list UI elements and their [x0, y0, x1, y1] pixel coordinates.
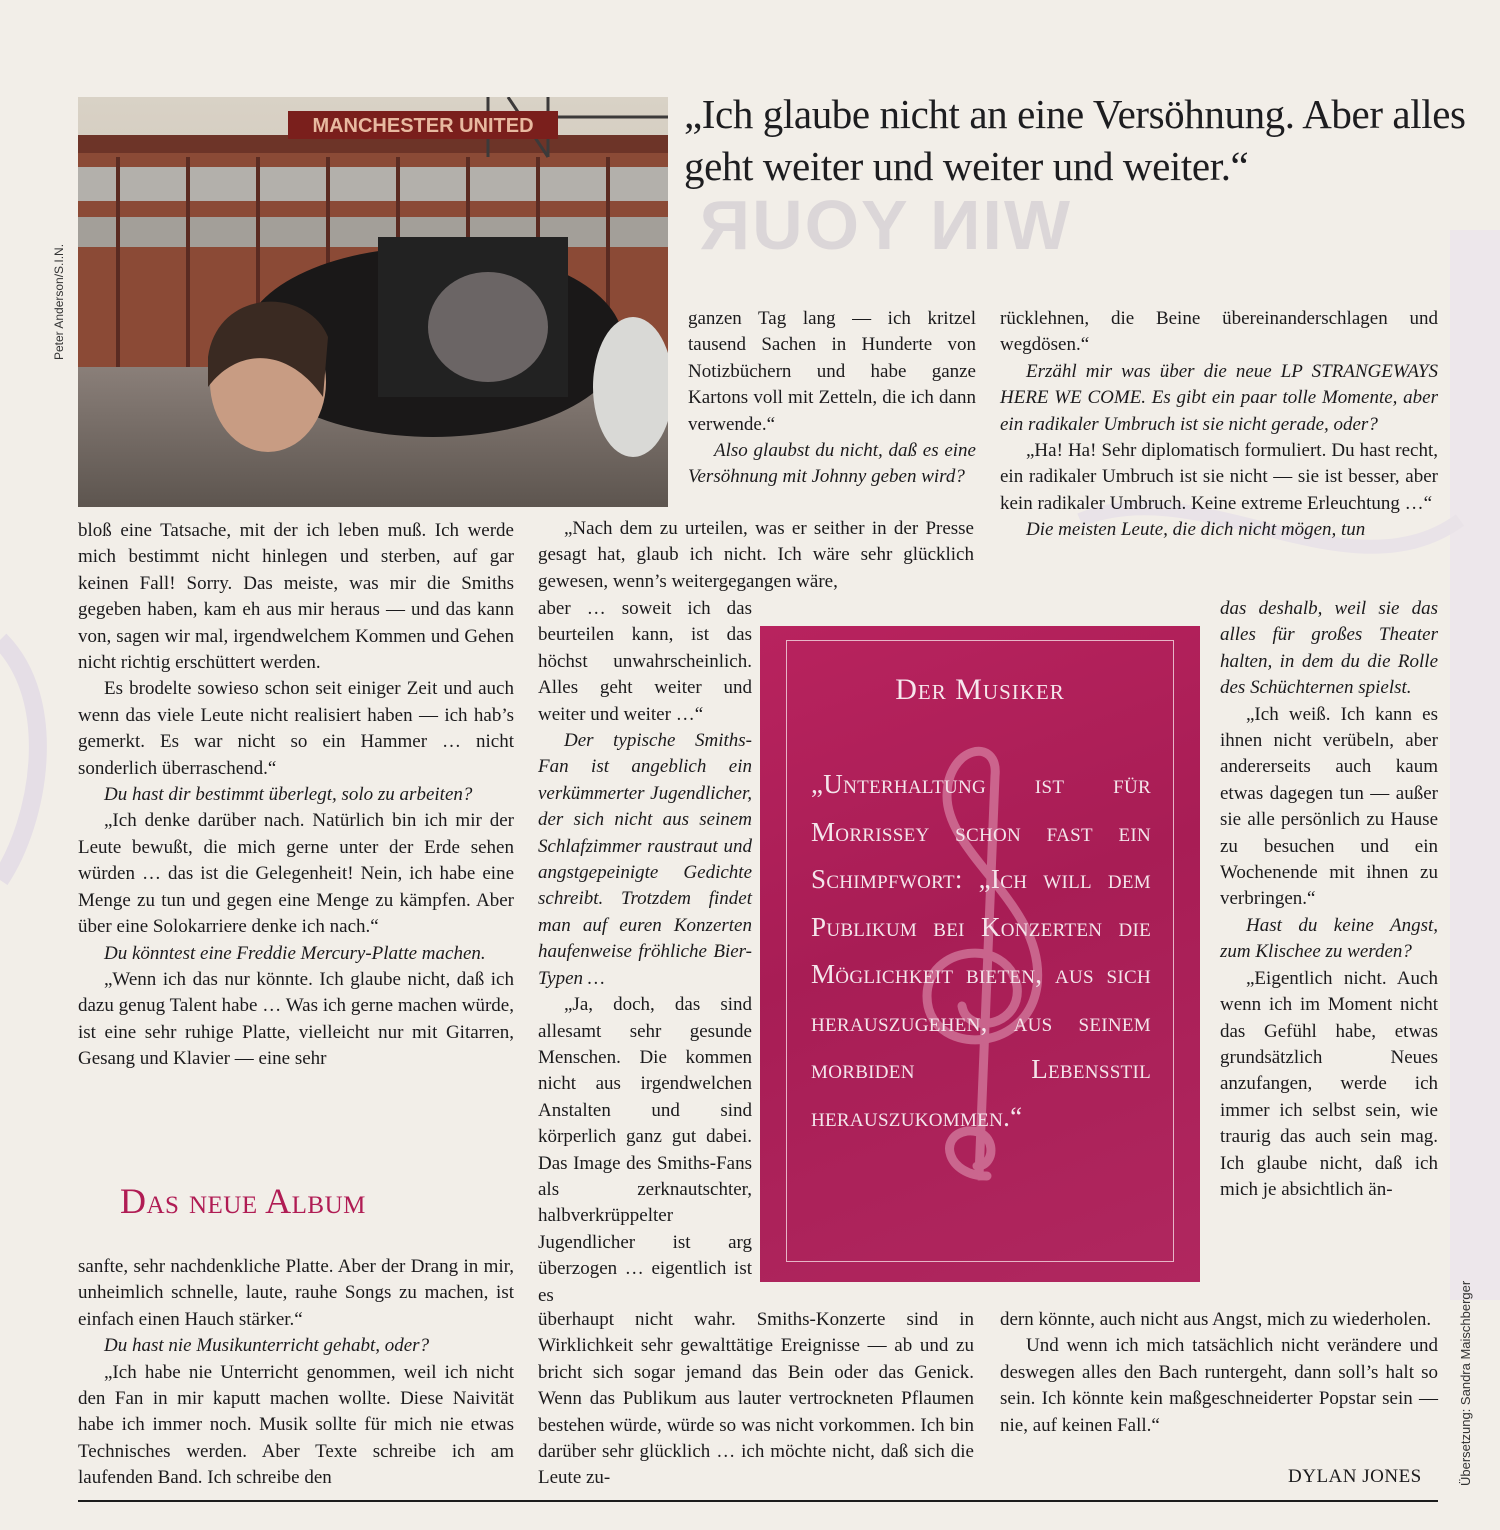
- column-3-bottom: [1000, 1307, 1438, 1439]
- sidebar-quote: „Unterhaltung ist für Morrissey schon fast ein Schimpfwort: „Ich will dem Publikum bei Konzerten die Möglichkeit bieten, aus sich herauszugehen, aus seinem morbiden Lebensstil herauszukommen.“: [811, 769, 1151, 1132]
- stadium-sign: MANCHESTER UNITED: [312, 115, 534, 137]
- paragraph: aber … soweit ich das beurteilen kann, ist das höchst unwahrscheinlich. Alles geht weiter und weiter und weiter …“: [538, 598, 752, 725]
- sidebar-frame: [786, 640, 1174, 1262]
- paragraph: ganzen Tag lang — ich kritzel tausend Sachen in Hunderte von Notizbüchern und habe ganze Kartons voll mit Zetteln, die ich dann verwende.“: [688, 308, 976, 435]
- paragraph: „Ha! Ha! Sehr diplomatisch formuliert. Du hast recht, ein radikaler Umbruch ist sie nicht — sie ist besser, aber kein radikaler Umbruch. Keine extreme Erleuchtung …“: [1000, 440, 1438, 514]
- paragraph: dern könnte, auch nicht aus Angst, mich zu wiederholen.: [1000, 1309, 1432, 1330]
- column-2-top: [688, 306, 976, 491]
- column-2-narrow: [538, 596, 752, 1309]
- paragraph: „Ich denke darüber nach. Natürlich bin ich mir der Leute bewußt, die mich gerne unter der Erde sehen würden … das ist die Gelegenheit! Nein, ich habe eine Menge zu tun und gegen eine Menge zu kämpfen. Aber über eine Solokarriere denke ich nach.“: [78, 810, 514, 938]
- bottom-rule: [78, 1500, 1438, 1502]
- photo-illustration: [78, 97, 668, 507]
- column-3-top: [1000, 306, 1438, 544]
- paragraph: „Eigentlich nicht. Auch wenn ich im Moment nicht das Gefühl habe, etwas grundsätzlich Neues anzufangen, werde ich immer ich selbst sein, wie traurig das auch sein mag. Ich glaube nicht, daß ich mich je absichtlich än-: [1220, 967, 1438, 1200]
- translation-credit: Übersetzung: Sandra Maischberger: [1458, 1280, 1473, 1486]
- interview-question: Also glaubst du nicht, daß es eine Versöhnung mit Johnny geben wird?: [688, 440, 976, 488]
- byline: DYLAN JONES: [1288, 1466, 1422, 1487]
- column-3-narrow: [1220, 596, 1438, 1203]
- photo-credit: Peter Anderson/S.I.N.: [52, 243, 66, 360]
- interview-question: Du könntest eine Freddie Mercury-Platte machen.: [104, 942, 486, 964]
- column-2-wide-a: [538, 516, 974, 595]
- interview-question: Du hast dir bestimmt überlegt, solo zu arbeiten?: [104, 784, 473, 806]
- interview-question: Erzähl mir was über die neue LP STRANGEWAYS HERE WE COME. Es gibt ein paar tolle Momente, aber ein radikaler Umbruch ist sie nicht gerade, oder?: [1000, 360, 1438, 435]
- paragraph: rücklehnen, die Beine übereinanderschlagen und wegdösen.“: [1000, 308, 1438, 356]
- interview-question: Der typische Smiths-Fan ist angeblich ein verkümmerter Jugendlicher, der sich nicht aus seinem Schlafzimmer raustraut und angstgepeinigte Gedichte schreibt. Trotzdem findet man auf euren Konzerten haufenweise fröhliche Bier-Typen …: [538, 730, 752, 989]
- paragraph: sanfte, sehr nachdenkliche Platte. Aber der Drang in mir, unheimlich schnelle, laute, rauhe Songs zu machen, ist einfach einen Hauch stärker.“: [78, 1256, 514, 1330]
- interview-question: das deshalb, weil sie das alles für großes Theater halten, in dem du die Rolle des Schüchternen spielst.: [1220, 598, 1438, 699]
- photo: [78, 97, 668, 507]
- interview-question: Du hast nie Musikunterricht gehabt, oder?: [104, 1335, 430, 1357]
- paragraph: Es brodelte sowieso schon seit einiger Zeit und auch wenn das viele Leute nicht realisiert haben — ich hab’s gemerkt. Es war nicht so ein Hammer … nicht sonderlich überraschend.“: [78, 678, 514, 779]
- interview-question: Hast du keine Angst, zum Klischee zu werden?: [1220, 914, 1438, 963]
- paragraph: bloß eine Tatsache, mit der ich leben muß. Ich werde mich bestimmt nicht hinlegen und sterben, auf gar keinen Fall! Sorry. Das meiste, was mir die Smiths gegeben haben, kam eh aus mir heraus — und das kann von, sagen wir mal, irgendwelchem Kommen und Gehen nicht richtig erschüttert werden.: [78, 520, 514, 674]
- paragraph: „Ich habe nie Unterricht genommen, weil ich nicht den Fan in mir kaputt machen wollte. Diese Naivität habe ich immer noch. Musik sollte für mich nie etwas Technisches werden. Aber Texte schreibe ich am laufenden Band. Ich schreibe den: [78, 1361, 514, 1489]
- sidebar-box: [760, 626, 1200, 1282]
- column-1-top: [78, 518, 514, 1073]
- paragraph: „Ja, doch, das sind allesamt sehr gesunde Menschen. Die kommen nicht aus irgendwelchen Anstalten und sind körperlich ganz gut dabei. Das Image des Smiths-Fans als zerknautschter, halbverkrüppelter Jugendlicher ist arg überzogen … eigentlich ist es: [538, 994, 752, 1306]
- paragraph: Und wenn ich mich tatsächlich nicht verändere und deswegen alles den Bach runtergeht, dann soll’s halt so sein. Ich könnte kein maßgeschneiderter Popstar sein — nie, auf keinen Fall.“: [1000, 1335, 1438, 1436]
- paragraph: „Wenn ich das nur könnte. Ich glaube nicht, daß ich dazu genug Talent habe … Was ich gerne machen würde, ist eine sehr ruhige Platte, vielleicht nur mit Gitarren, Gesang und Klavier — eine sehr: [78, 968, 514, 1070]
- section-heading: Das neue Album: [120, 1181, 366, 1221]
- interview-question: Die meisten Leute, die dich nicht mögen, tun: [1026, 519, 1366, 541]
- paragraph: „Nach dem zu urteilen, was er seither in der Presse gesagt hat, glaub ich nicht. Ich wäre sehr glücklich gewesen, wenn’s weitergegangen wäre,: [538, 518, 974, 592]
- sidebar-title: Der Musiker: [895, 673, 1065, 706]
- paragraph: „Ich weiß. Ich kann es ihnen nicht verübeln, aber andererseits auch kaum etwas dagegen tun — außer sie alle persönlich zu Hause zu besuchen und ein Wochenende mit ihnen zu verbringen.“: [1220, 703, 1438, 910]
- headline-quote: „Ich glaube nicht an eine Versöhnung. Aber alles geht weiter und weiter und weiter.“: [684, 91, 1466, 189]
- paragraph: überhaupt nicht wahr. Smiths-Konzerte sind in Wirklichkeit sehr gewalttätige Ereignisse — ab und zu bricht sich sogar jemand das Bein oder das Genick. Wenn das Publikum aus lauter vertrockneten Pflaumen bestehen würde, würde so was nicht vorkommen. Ich bin darüber sehr glücklich … ich möchte nicht, daß sich die Leute zu-: [538, 1309, 974, 1489]
- column-2-wide-b: [538, 1307, 974, 1492]
- column-1-bottom: [78, 1254, 514, 1492]
- background-ghost-text: WIN YOUR: [697, 186, 1070, 264]
